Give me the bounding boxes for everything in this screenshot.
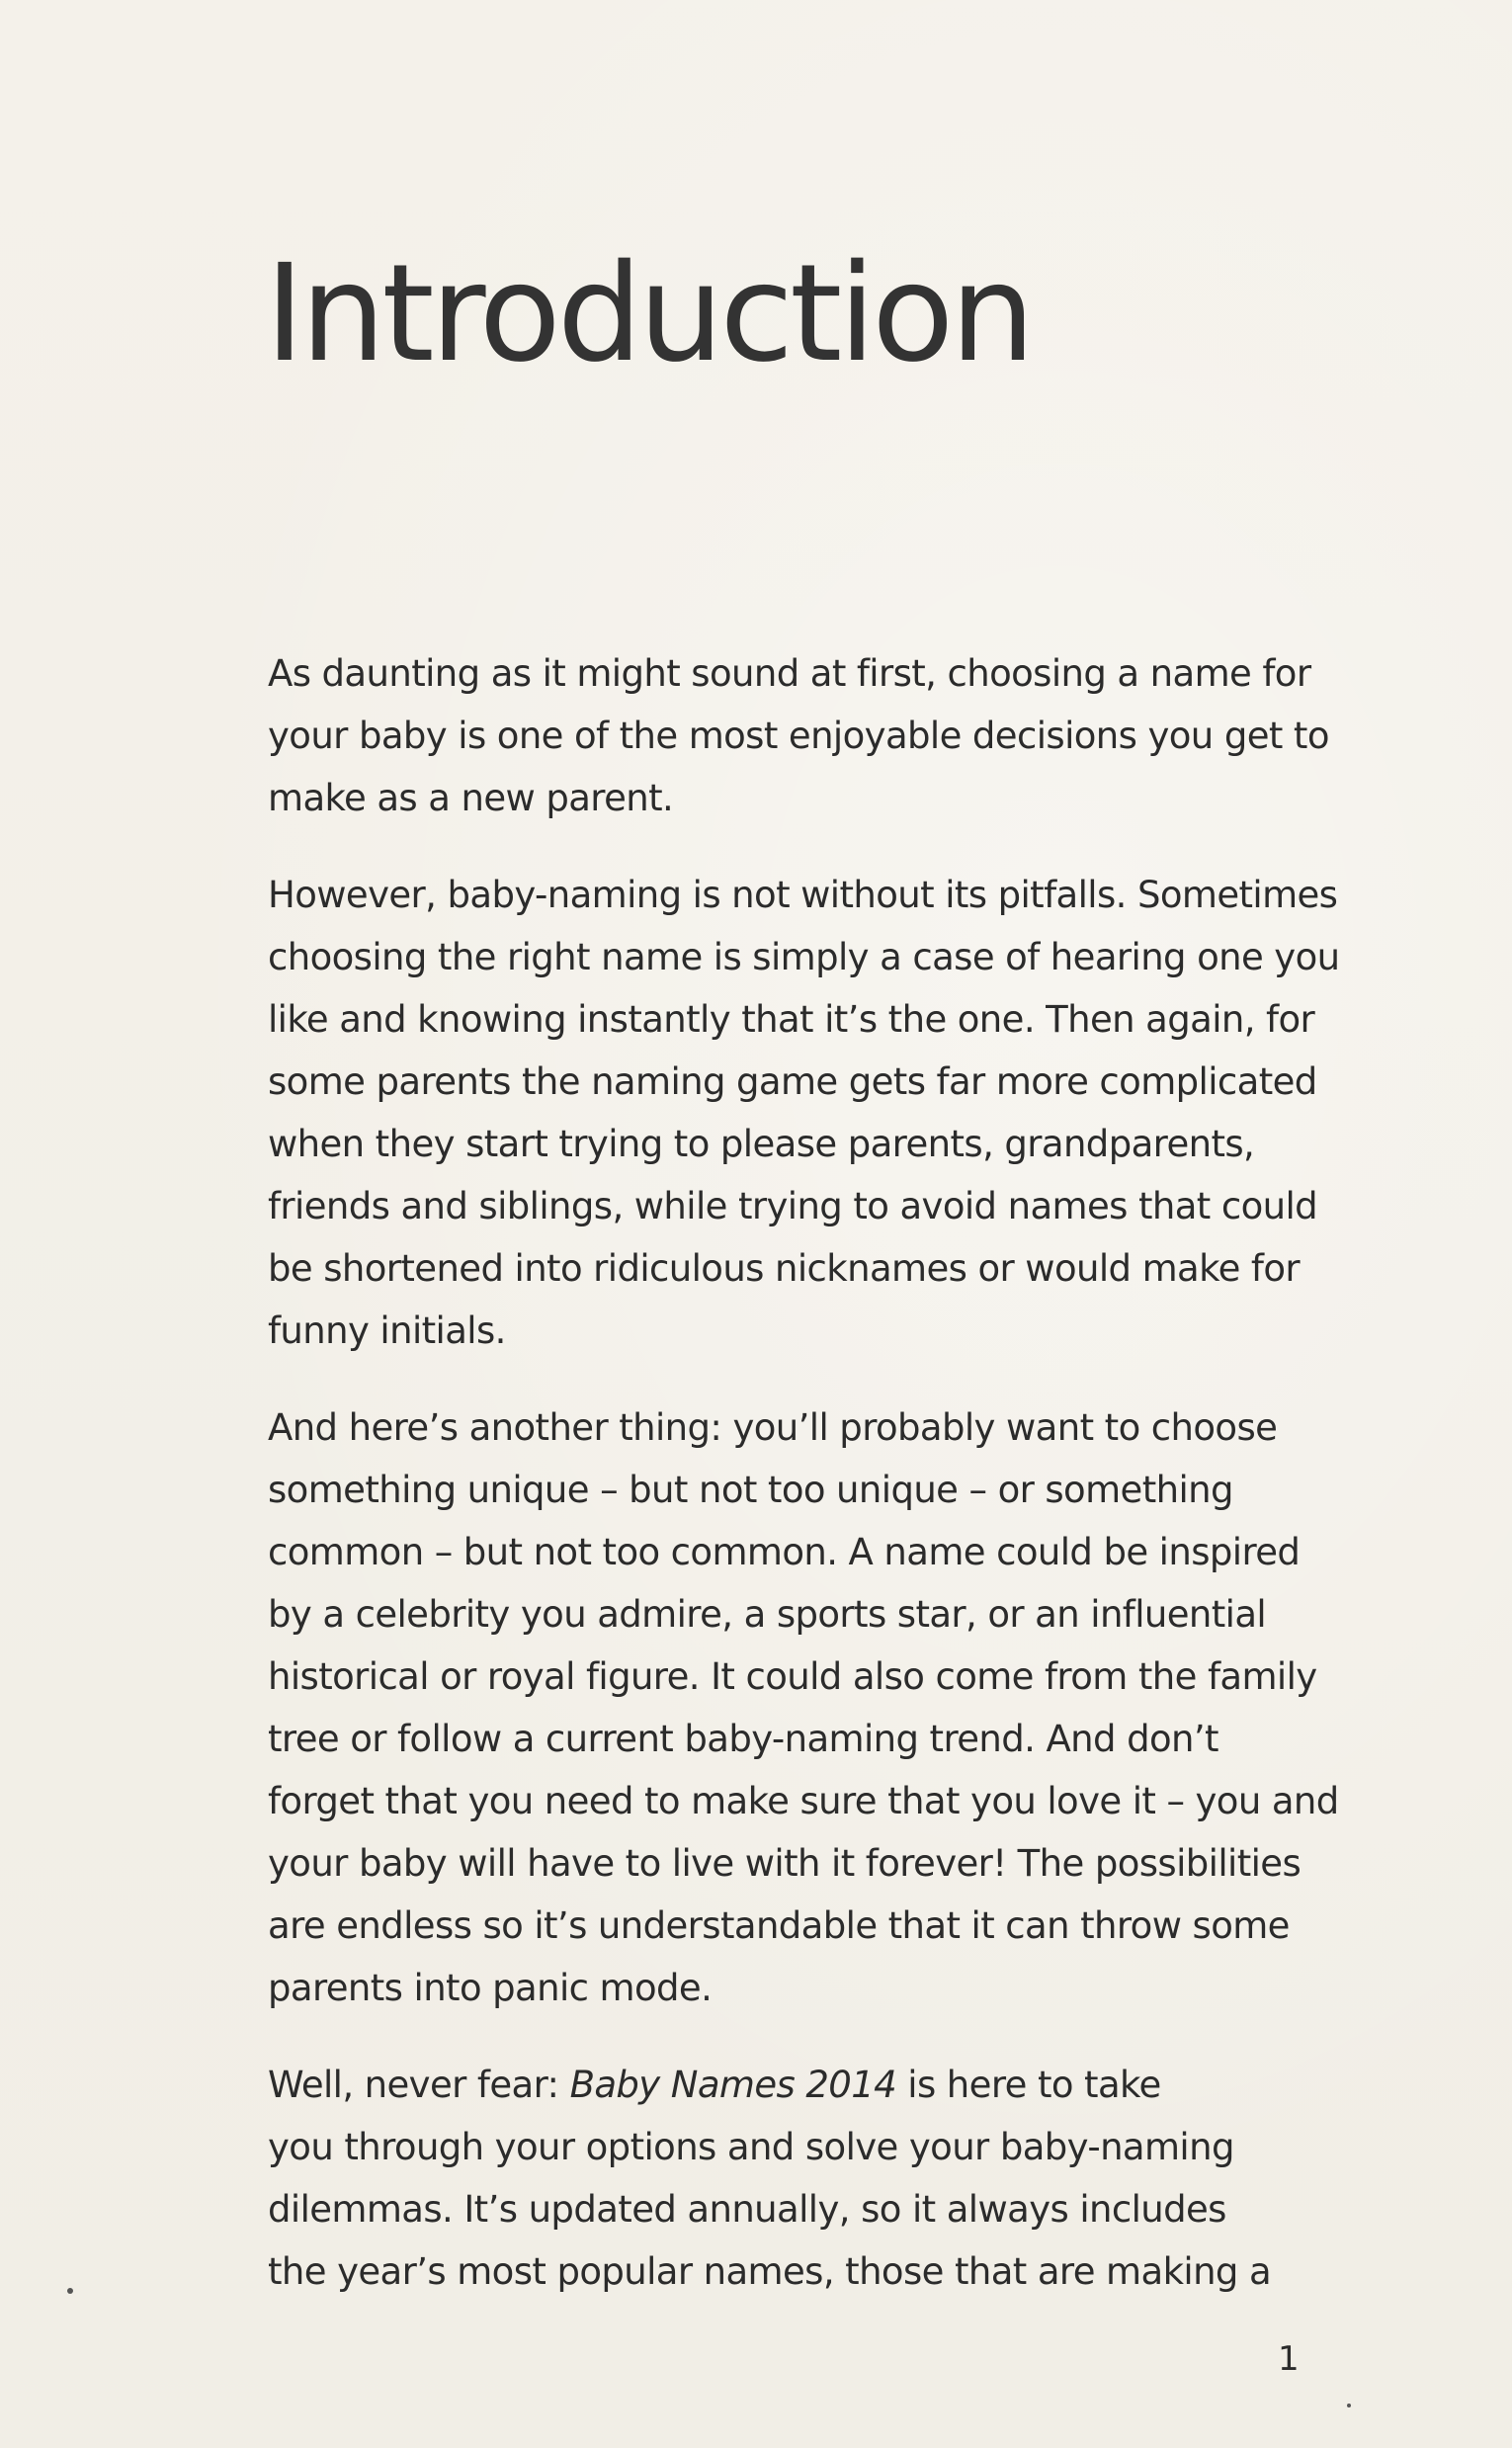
page-title: Introduction (265, 236, 1032, 392)
text-line: As daunting as it might sound at first, choosing a name for (268, 652, 1311, 695)
text-run: is here to take (896, 2064, 1161, 2106)
paragraph-3 (268, 1396, 1339, 2019)
text-line: some parents the naming game gets far more complicated (268, 1060, 1317, 1103)
text-line: something unique – but not too unique – or something (268, 1469, 1233, 1511)
paper-speck (67, 2288, 73, 2294)
text-line: your baby will have to live with it forever! The possibilities (268, 1842, 1302, 1885)
paragraph-1 (268, 642, 1329, 829)
text-line: forget that you need to make sure that you love it – you and (268, 1780, 1339, 1822)
text-line: choosing the right name is simply a case of hearing one you (268, 936, 1340, 978)
text-line: make as a new parent. (268, 777, 674, 819)
text-line: funny initials. (268, 1309, 506, 1352)
text-line: the year’s most popular names, those that are making a (268, 2250, 1272, 2293)
paragraph-4 (268, 2054, 1315, 2303)
body-text (268, 642, 1340, 2337)
text-line: when they start trying to please parents, grandparents, (268, 1123, 1255, 1165)
text-line: you through your options and solve your baby-naming (268, 2126, 1234, 2168)
text-line: However, baby-naming is not without its pitfalls. Sometimes (268, 874, 1338, 916)
text-line: your baby is one of the most enjoyable decisions you get to (268, 715, 1329, 757)
text-line: common – but not too common. A name could be inspired (268, 1531, 1301, 1573)
page-number: 1 (1278, 2339, 1300, 2379)
text-line: like and knowing instantly that it’s the one. Then again, for (268, 998, 1315, 1041)
text-line: by a celebrity you admire, a sports star, or an influential (268, 1593, 1267, 1636)
book-title-italic: Baby Names 2014 (569, 2064, 897, 2106)
text-line: parents into panic mode. (268, 1967, 713, 2009)
text-line: tree or follow a current baby-naming trend. And don’t (268, 1718, 1218, 1760)
paragraph-2 (268, 864, 1340, 1362)
text-run: Well, never fear: (268, 2064, 570, 2106)
text-line: historical or royal figure. It could also come from the family (268, 1655, 1317, 1698)
text-line: And here’s another thing: you’ll probably want to choose (268, 1406, 1278, 1449)
paper-speck (1347, 2404, 1351, 2407)
text-line: be shortened into ridiculous nicknames or would make for (268, 1247, 1300, 1290)
text-line: dilemmas. It’s updated annually, so it always includes (268, 2188, 1226, 2231)
text-line (268, 2054, 1315, 2116)
text-line: friends and siblings, while trying to avoid names that could (268, 1185, 1318, 1227)
text-line: are endless so it’s understandable that it can throw some (268, 1904, 1290, 1947)
